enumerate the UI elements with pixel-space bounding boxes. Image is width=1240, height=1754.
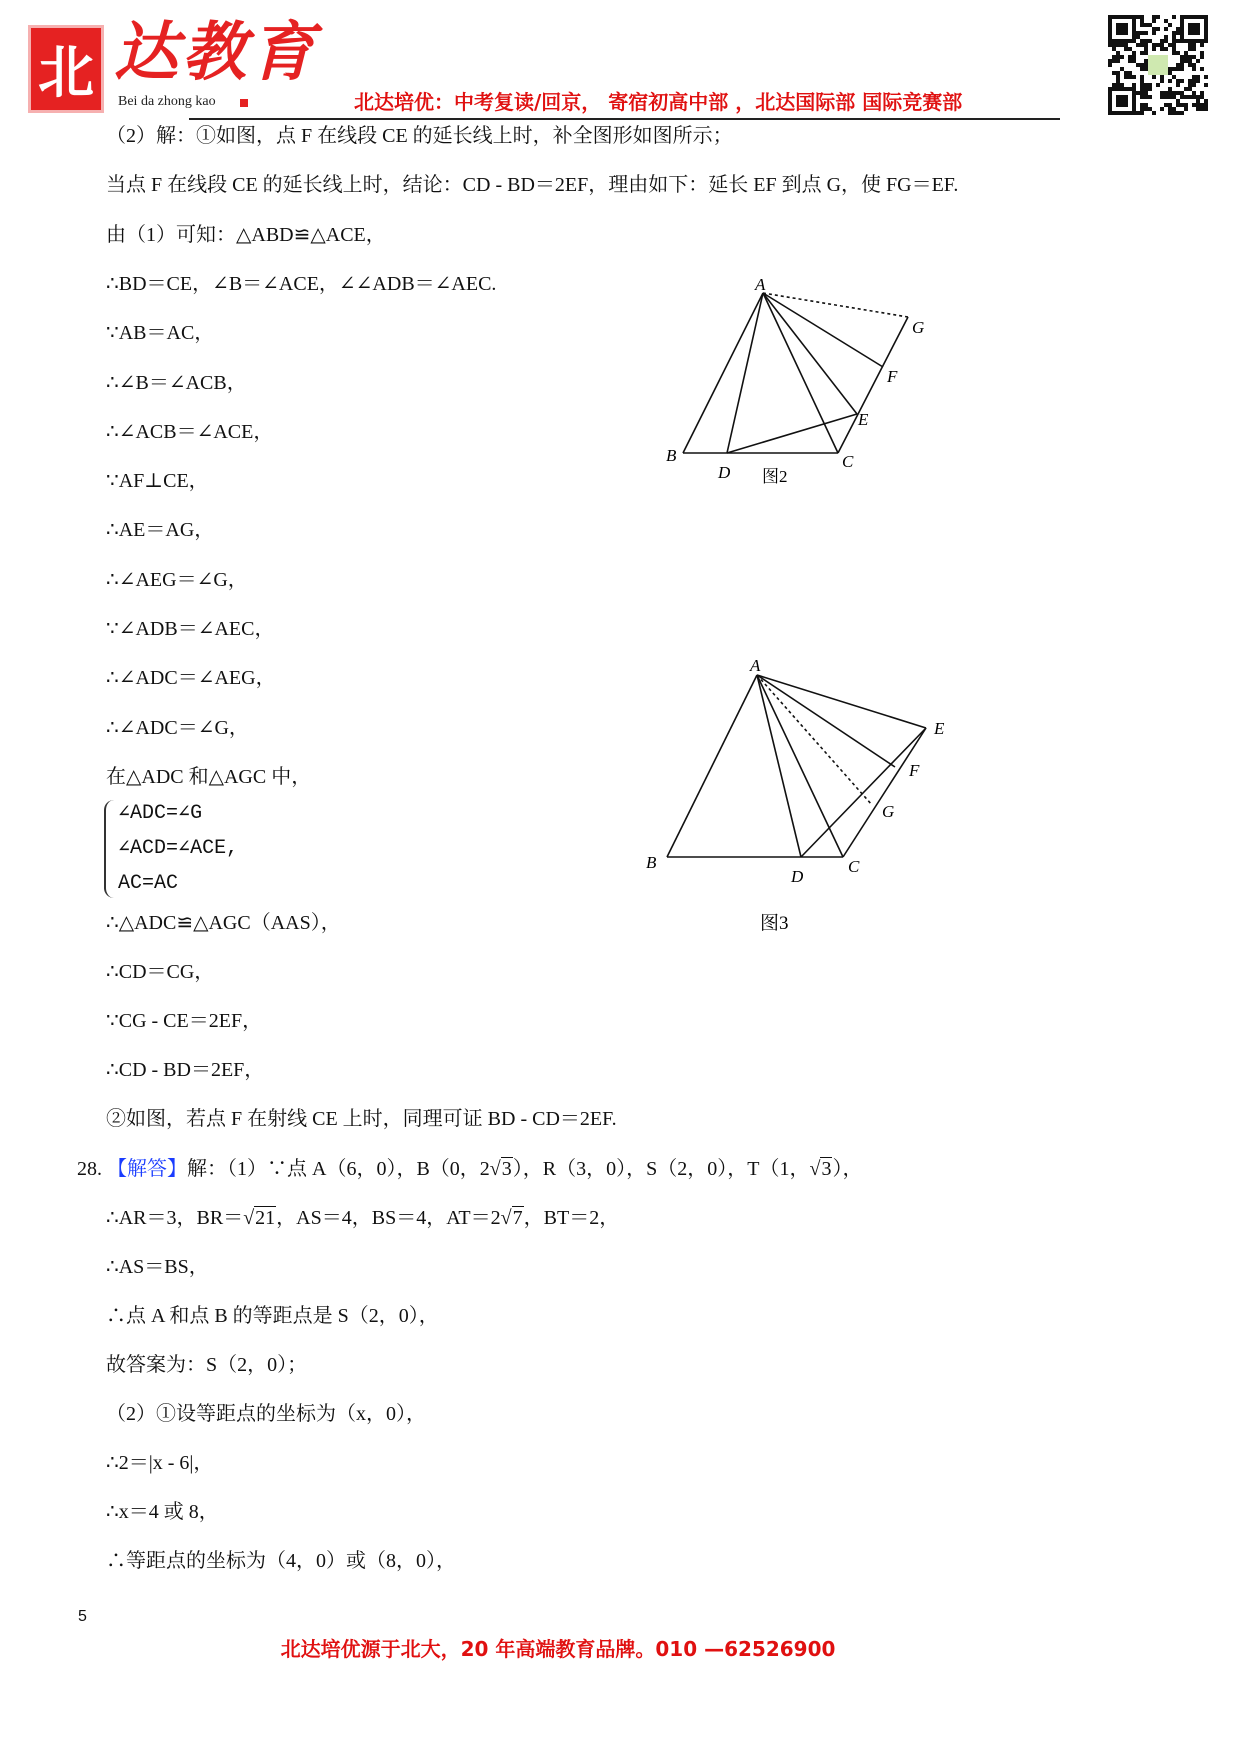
segment-ae	[763, 293, 857, 414]
label-b: B	[666, 446, 677, 465]
line-text: ∴△ADC≌△AGC（AAS），	[106, 912, 341, 934]
segment-de	[801, 728, 926, 857]
line-text: 解：（1）∵点 A（6，0），B（0，2	[187, 1157, 490, 1180]
segment-ad	[757, 675, 801, 857]
segment-ae	[757, 675, 926, 728]
figure-3-labels	[646, 656, 945, 934]
label-e: E	[934, 719, 945, 738]
figure-2	[683, 293, 908, 453]
radicand: 3	[501, 1157, 512, 1180]
segment-ce	[843, 728, 926, 857]
line-text: ∴x＝4 或 8，	[106, 1501, 219, 1524]
answer-tag: 【解答】	[107, 1157, 187, 1180]
segment-ac	[757, 675, 843, 857]
line-text: ∵AB＝AC，	[106, 322, 215, 345]
radical-sign: √	[243, 1206, 255, 1229]
line-text: 当点 F 在线段 CE 的延长线上时，结论：CD - BD＝2EF，理由如下：延长 EF 到点 G，使 FG＝EF.	[106, 174, 959, 197]
line-text: ∴AR＝3，BR＝	[106, 1206, 244, 1229]
line-text: ，BT＝2，	[523, 1206, 620, 1229]
figure-3	[667, 675, 926, 857]
segment-ab	[683, 293, 763, 453]
label-d: D	[718, 463, 731, 482]
segment-ab	[667, 675, 757, 857]
line-text: ，AS＝4，BS＝4，AT＝2	[276, 1206, 501, 1229]
label-a: A	[755, 275, 766, 294]
segment-ad	[727, 293, 763, 453]
label-g: G	[882, 802, 895, 821]
label-d: D	[791, 867, 804, 886]
line-text: 在△ADC 和△AGC 中，	[106, 765, 312, 788]
brace-line: AC=AC	[118, 872, 179, 895]
line-text: ∵∠ADB＝∠AEC，	[106, 618, 275, 640]
label-e: E	[858, 410, 869, 429]
line-text: ∴AS＝BS，	[106, 1255, 209, 1278]
label-f: F	[909, 761, 920, 780]
radical-sign: √	[489, 1157, 501, 1180]
figure-3-caption: 图3	[760, 913, 789, 934]
segment-cg	[838, 317, 908, 453]
label-a: A	[750, 656, 761, 675]
radical-sign: √	[500, 1206, 512, 1229]
line-text: ∴CD - BD＝2EF，	[106, 1059, 265, 1082]
line-text: ∴等距点的坐标为（4，0）或（8，0），	[106, 1550, 456, 1573]
label-c: C	[842, 452, 854, 471]
logo-char: 北	[38, 40, 94, 106]
line-text: （2）①设等距点的坐标为（x，0），	[106, 1403, 426, 1425]
question-number: 28.	[77, 1157, 107, 1180]
footer-slogan: 北达培优源于北大，20 年高端教育品牌。010 —62526900	[280, 1637, 836, 1661]
segment-de	[727, 414, 857, 453]
line-text: ∴∠ADC＝∠AEG，	[106, 667, 276, 690]
line-text: ∴2＝|x - 6|，	[106, 1452, 214, 1475]
line-text: ∴点 A 和点 B 的等距点是 S（2，0），	[106, 1304, 439, 1327]
line-text: 由（1）可知：△ABD≌△ACE，	[106, 223, 386, 246]
line-text: ②如图，若点 F 在射线 CE 上时，同理可证 BD - CD＝2EF.	[106, 1108, 617, 1131]
logo-subtitle: Bei da zhong kao	[118, 94, 216, 109]
line-text: ∵AF⊥CE，	[106, 470, 209, 493]
figure-2-labels	[666, 275, 924, 486]
line-text: ∴BD＝CE，∠B＝∠ACE，∠∠ADB＝∠AEC.	[106, 272, 497, 295]
line-text: ），	[832, 1157, 863, 1180]
line-text: ），R（3，0），S（2，0），T（1，	[512, 1157, 810, 1180]
figure-2-caption: 图2	[762, 467, 788, 486]
line-text: ∴∠ACB＝∠ACE，	[106, 420, 274, 443]
label-g: G	[912, 318, 925, 337]
radicand: 21	[255, 1206, 276, 1229]
brace-line: ∠ADC=∠G	[118, 802, 203, 825]
line-text: ∵CG - CE＝2EF，	[106, 1010, 263, 1033]
line-text: 故答案为：S（2，0）；	[106, 1353, 308, 1376]
line-text: ∴CD＝CG，	[106, 961, 215, 984]
radicand: 7	[512, 1206, 523, 1229]
header-tagline: 北达培优：中考复读/回京， 寄宿初高中部 ，北达国际部 国际竞赛部	[354, 90, 963, 114]
segment-ag-dashed	[763, 293, 908, 317]
radicand: 3	[821, 1157, 832, 1180]
radical-sign: √	[809, 1157, 821, 1180]
label-c: C	[848, 857, 860, 876]
brace-line: ∠ACD=∠ACE,	[118, 837, 239, 860]
logo-name: 达教育	[114, 15, 318, 90]
line-text: ∴∠ADC＝∠G，	[106, 716, 249, 739]
line-text: （2）解：①如图，点 F 在线段 CE 的延长线上时，补全图形如图所示；	[106, 125, 733, 147]
line-text: ∴∠AEG＝∠G，	[106, 568, 248, 591]
label-b: B	[646, 853, 657, 872]
page-number: 5	[78, 1608, 87, 1625]
line-text: ∴AE＝AG，	[106, 519, 215, 542]
line-text: ∴∠B＝∠ACB，	[106, 371, 247, 394]
label-f: F	[887, 367, 898, 386]
